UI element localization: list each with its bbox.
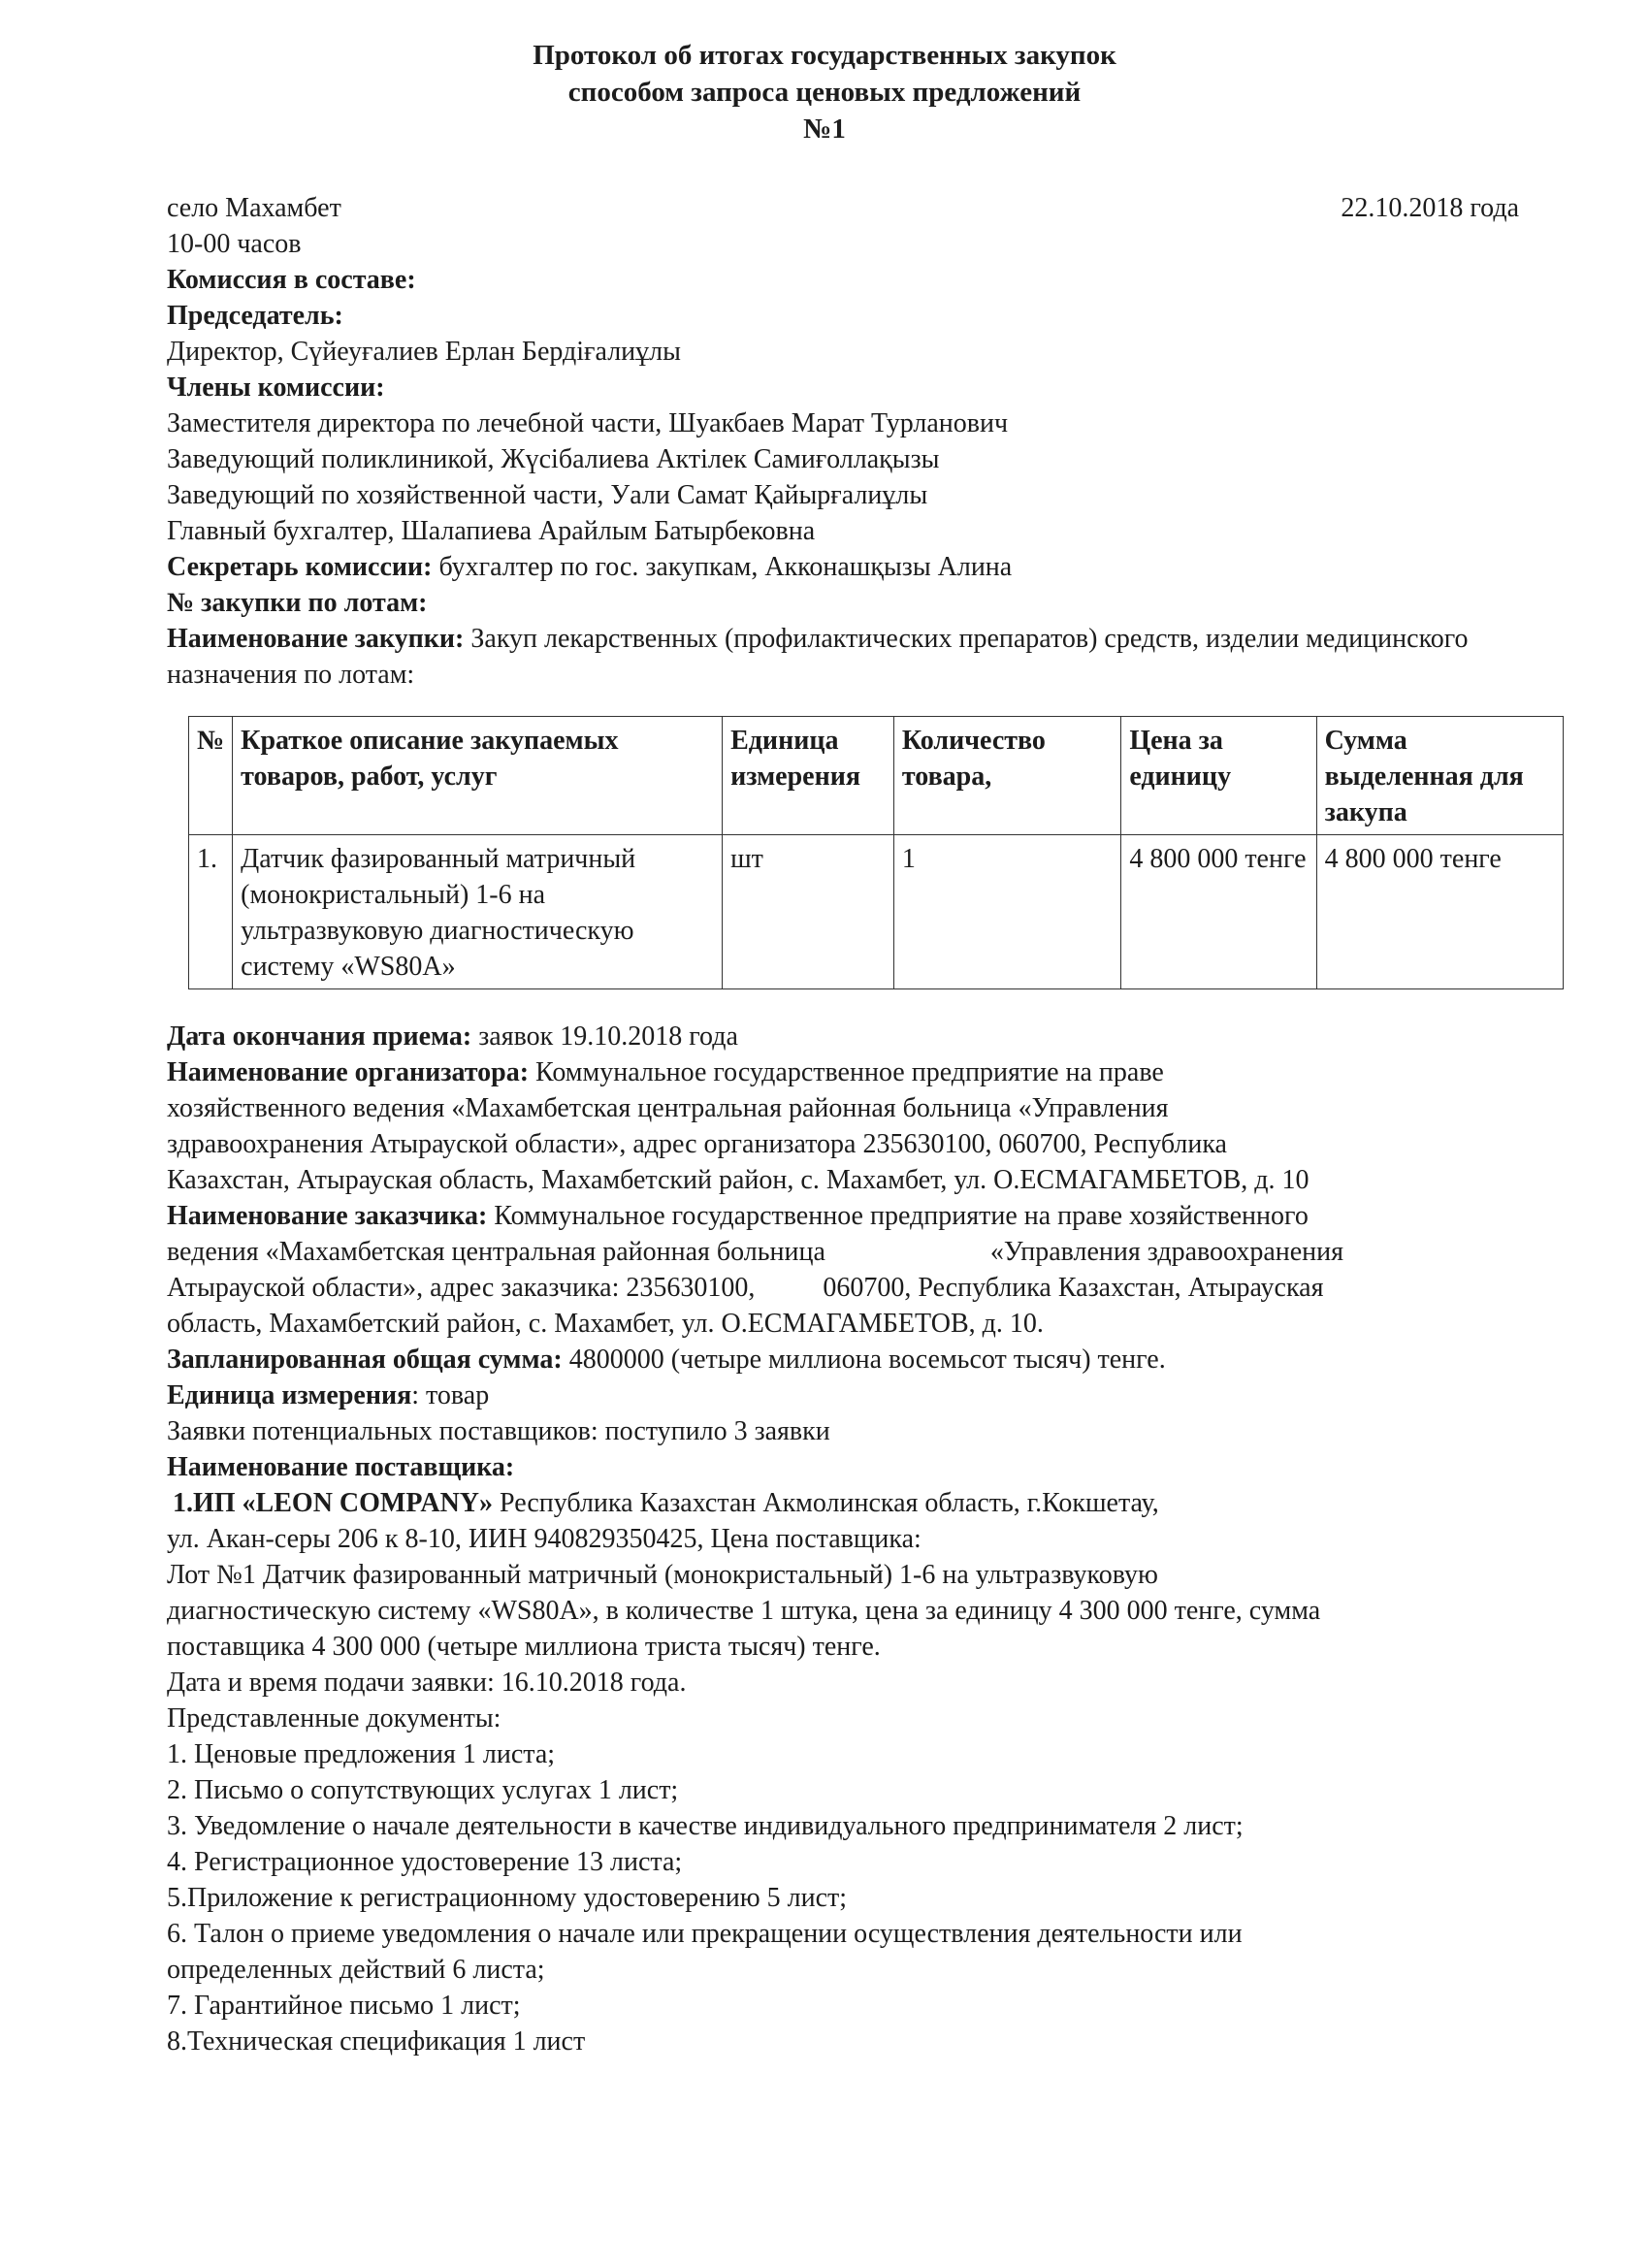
- col-quantity: Количество товара,: [893, 717, 1120, 835]
- chair: Директор, Сүйеуғалиев Ерлан Бердіғалиұлы: [167, 337, 681, 367]
- cell-unit: шт: [723, 835, 894, 989]
- submission-date: Дата и время подачи заявки: 16.10.2018 года.: [167, 1668, 687, 1698]
- purchase-name: Наименование закупки: Закуп лекарственных (профилактических препаратов) средств, изделии медицинского назначения по лотам:: [167, 624, 1469, 690]
- members-label: Члены комиссии:: [167, 373, 385, 403]
- col-sum: Сумма выделенная для закупа: [1316, 717, 1563, 835]
- col-unit: Единица измерения: [723, 717, 894, 835]
- deadline: Дата окончания приема: заявок 19.10.2018 года: [167, 1021, 738, 1052]
- doc-item: 3. Уведомление о начале деятельности в качестве индивидуального предпринимателя 2 лист;: [167, 1811, 1244, 1841]
- col-price: Цена за единицу: [1121, 717, 1316, 835]
- member-4: Главный бухгалтер, Шалапиева Арайлым Батырбековна: [167, 516, 816, 546]
- place: село Махамбет: [167, 193, 341, 223]
- table-row: [189, 835, 1564, 989]
- lots-label: № закупки по лотам:: [167, 588, 428, 618]
- doc-item: 8.Техническая спецификация 1 лист: [167, 2026, 586, 2057]
- date: 22.10.2018 года: [1341, 193, 1519, 223]
- document-body: [167, 190, 1554, 2059]
- unit-of-measure: Единица измерения: товар: [167, 1380, 490, 1410]
- doc-item: 5.Приложение к регистрационному удостоверению 5 лист;: [167, 1883, 848, 1913]
- time: 10-00 часов: [167, 229, 302, 259]
- secretary: Секретарь комиссии: бухгалтер по гос. закупкам, Акконашқызы Алина: [167, 552, 1013, 582]
- applications-count: Заявки потенциальных поставщиков: поступило 3 заявки: [167, 1416, 830, 1446]
- chair-label: Председатель:: [167, 301, 343, 331]
- cell-description: Датчик фазированный матричный (монокристальный) 1-6 на ультразвуковую диагностическую систему «WS80A»: [233, 835, 723, 989]
- cell-price: 4 800 000 тенге: [1121, 835, 1316, 989]
- doc-item: 2. Письмо о сопутствующих услугах 1 лист;: [167, 1775, 679, 1805]
- doc-item: 6. Талон о приеме уведомления о начале или прекращении осуществления деятельности или: [167, 1919, 1243, 1949]
- organizer: Наименование организатора: Коммунальное государственное предприятие на праве хозяйственного ведения «Махамбетская центральная районная больница «Управления здравоохранения Атырауской области», адрес организатора 235630100, 060700, Республика Казахстан, Атырауская область, Махамбетский район, с. Махамбет, ул. О.ЕСМАГАМБЕТОВ, д. 10: [167, 1057, 1310, 1195]
- table-header-row: [189, 717, 1564, 835]
- doc-item: 4. Регистрационное удостоверение 13 листа;: [167, 1847, 683, 1877]
- supplier-name: 1.ИП «LEON COMPANY»: [173, 1488, 494, 1518]
- col-description: Краткое описание закупаемых товаров, работ, услуг: [233, 717, 723, 835]
- lots-table: [188, 716, 1564, 989]
- planned-sum: Запланированная общая сумма: 4800000 (четыре миллиона восемьсот тысяч) тенге.: [167, 1345, 1166, 1375]
- col-number: №: [189, 717, 233, 835]
- cell-number: 1.: [189, 835, 233, 989]
- commission-label: Комиссия в составе:: [167, 265, 416, 295]
- title-line-1: Протокол об итогах государственных закупок: [533, 40, 1116, 71]
- customer: Наименование заказчика: Коммунальное государственное предприятие на праве хозяйственного ведения «Махамбетская центральная районная больница «Управления здравоохранения Атырауской области», адрес заказчика: 235630100, 060700, Республика Казахстан, Атырауская область, Махамбетский район, с. Махамбет, ул. О.ЕСМАГАМБЕТОВ, д. 10.: [167, 1201, 1344, 1339]
- doc-item: определенных действий 6 листа;: [167, 1955, 545, 1985]
- cell-quantity: 1: [893, 835, 1120, 989]
- doc-item: 7. Гарантийное письмо 1 лист;: [167, 1991, 521, 2021]
- place-date-row: [167, 190, 1554, 226]
- doc-item: 1. Ценовые предложения 1 листа;: [167, 1739, 556, 1769]
- cell-sum: 4 800 000 тенге: [1316, 835, 1563, 989]
- docs-label: Представленные документы:: [167, 1703, 501, 1733]
- document-title: [0, 37, 1649, 147]
- title-line-2: способом запроса ценовых предложений: [567, 77, 1082, 108]
- member-1: Заместителя директора по лечебной части, Шуакбаев Марат Турланович: [167, 408, 1009, 438]
- title-line-3: №1: [803, 113, 846, 145]
- member-3: Заведующий по хозяйственной части, Уали Самат Қайырғалиұлы: [167, 480, 928, 510]
- member-2: Заведующий поликлиникой, Жүсібалиева Актілек Самиғоллақызы: [167, 444, 940, 474]
- supplier: Наименование поставщика: 1.ИП «LEON COMPANY» Республика Казахстан Акмолинская область, г.Кокшетау, ул. Акан-серы 206 к 8-10, ИИН 940829350425, Цена поставщика: Лот №1 Датчик фазированный матричный (монокристальный) 1-6 на ультразвуковую диагностическую систему «WS80A», в количестве 1 штука, цена за единицу 4 300 000 тенге, сумма поставщика 4 300 000 (четыре миллиона триста тысяч) тенге. Дата и время подачи заявки: 16.10.2018 года. Представленные документы: 1. Ценовые предложения 1 листа; 2. Письмо о сопутствующих услугах 1 лист; 3. Уведомление о начале деятельности в качестве индивидуального предпринимателя 2 лист; 4. Регистрационное удостоверение 13 листа; 5.Приложение к регистрационному удостоверению 5 лист; 6. Талон о приеме уведомления о начале или прекращении осуществления деятельности или определенных действий 6 листа; 7. Гарантийное письмо 1 лист; 8.Техническая спецификация 1 лист: [167, 1449, 1554, 2059]
